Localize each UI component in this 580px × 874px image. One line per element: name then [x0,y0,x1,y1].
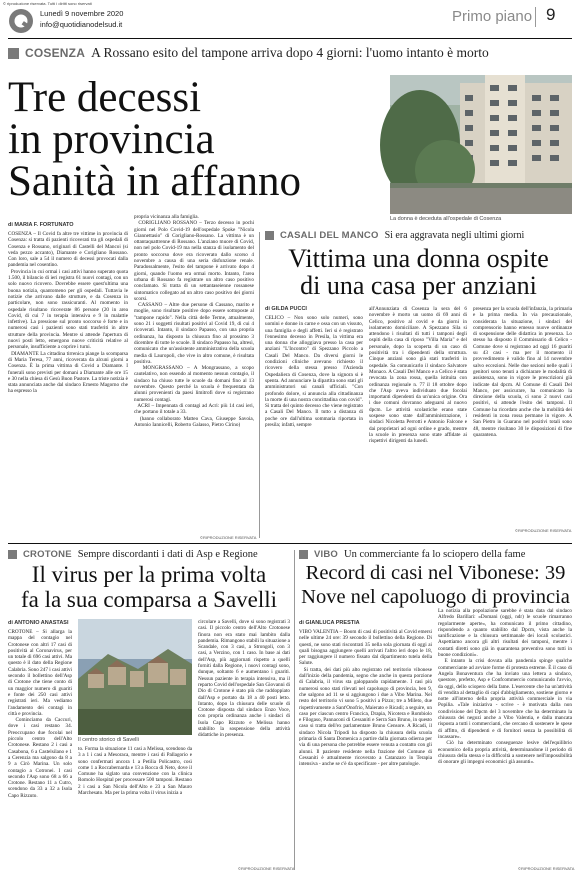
story1-headline-line: in provincia [8,116,215,163]
story1-body-col2: propria vicinanza alla famiglia. CORIGLIANO ROSSANO – Terzo decesso in pochi giorni nel Polo Covid-19 dell'ospedale Spoke "Nicola Giannettasio" di Corigliano-Rossano. La vittima è un ottantaquattrenne di Rossano. L'anziano muore di Covid, non nel polo Covid-19 ma nella stanza di isolamento del pronto soccorso dove era ricoverato dallo scorso 4 novembre a causa di una seria disfunzione renale. Paradossalmente, l'esito del tampone è arrivato dopo 4 giorni, quando l'uomo era ormai morto. Intanto, l'area urbana di Rossano fa registrare un altro caso positivo conclamato. Si tratta di un settantaseienne rossanese sintomatico collegato ad un altro caso positivo dei giorni scorsi. CASSANO – Altre due persone di Cassano, marito e moglie, sono risultate positive dopo essere sottoposte al "tampone rapido". Nella città delle Terme, attualmente, sono 21 i soggetti risultati positivi al Covid 19, di cui 4 ricoverati. Intanto, il sindaco Papasso, con una propria ordinanza, ha disposto la chiusura fino al prossimo 3 dicembre di tutte le scuole. Il sindaco Papasso ha, altresì, comunicato che un'assistente amministrativa della scuola media di Lauropoli, che vive in altro comune, è risultata positiva. MONGRASSANO – A Mongrassano, a scopo cautelativo, non essendo al momento nessun contagio, il sindaco ha chiuso tutte le scuole da domani fino al 13 novembre. Questo perché la scuola è frequentata da alunni provenienti da paesi limitrofi dove si registrano numerosi contagi. ACRI – Impennata di contagi ad Acri: più 14 casi ieri, che portano il totale a 33. (hanno collaborato Matteo Cava, Giuseppe Savoia, Antonio Iannicelli, Roberto Galasso, Pietro Cirino) [134,214,255,428]
story2-headline [265,246,572,300]
story1-copyright: ©RIPRODUZIONE RISERVATA [200,535,257,540]
story2-kicker-row [265,230,524,241]
story2-body-col2: all'Annunziata di Cosenza la sera del 6 novembre è morto un uomo di 69 anni di Celico, positivo al covid e da giorni in isolamento domiciliare. A Spezzano Sila si attendono i risultati di tutti i tamponi degli ospiti della casa di riposo "Villa Maria" e del personale, dopo la scoperta di un caso di positività tra i dipendenti della struttura. Cinque anziani sono già stati trasferiti in ospedale. Sa comunicarlo il sindaco Salvatore Monaco. A Casali Del Manco e a Celico è stata revocata la zona rossa, quella istituita con ordinanza regionale n. 77 il 18 ottobre dopo che l'Asp aveva individuato due focolai importanti dipendenti da un'unica origine. Ora i due comuni dovranno adeguarsi al nuovo dpcm. Le attività scolastiche erano state sospese sono state dall'amministrazione, i sindaci Nicoletta Perrotti e Antonio Falcone e dai proprietari ad ogni ordine e grado, mentre la scuole in presenza sono state affidate ai rispettivi dirigenti da lunedì. [369,306,469,445]
header-divider [535,7,536,27]
section-marker-icon [265,231,274,240]
story3-copyright: ©RIPRODUZIONE RISERVATA [238,866,295,871]
section-marker-icon [8,550,17,559]
story2-section-tag: CASALI DEL MANCO [280,230,379,241]
mid-rule [8,543,572,544]
story3-body-col2: to. Forma la situazione 11 casi a Melissa, scendono da 3 a 1 i casi a Mesoraca, mentre i casi di Pallagorio e sono confermati ancora 1 a Petilia Policastro, così come 1 a Roccabernarda e 13 a Rocca di Neto, dove il Comune ha siglato una convenzione con la clinica Romolo Hospital per processare 500 tamponi. Restano 2 i casi a San Nicola dell'Alto e 23 a San Mauro Marchesato. Ma per la prima volta il virus inizia a [78,746,194,797]
story1-kicker-row [8,45,489,61]
page-number: 9 [546,5,556,24]
issue-date: Lunedì 9 novembre 2020 [40,9,124,18]
story1-photo-caption: La donna è deceduta all'ospedale di Cosenza [390,216,502,222]
newspaper-logo [8,8,34,34]
section-title: Primo piano [452,8,533,25]
story3-byline: di ANTONIO ANASTASI [8,620,69,626]
section-marker-icon [299,550,308,559]
story3-headline-line: fa la sua comparsa a Savelli [20,587,278,612]
story4-headline [299,563,572,611]
story3-section-tag: CROTONE [23,549,72,560]
story3-kicker-row [8,549,258,560]
story4-body-col1: VIBO VALENTIA – Boom di casi di positività al Covid emersi nelle ultime 24 ore: 39 secondo il bollettino della Regione. Di questi, ne sono stati riscontrati 35 nella sola giornata di oggi ai quali bisogna aggiungere quelli arrivati l'altro ieri dopo le 18, per raggiungere il numero fissato dal dipartimento tutela della Salute. Si tratta, dei dati più alto registrato nel territorio vibonese dall'inizio della pandemia, segno che anche in questa porzione di Calabria, il virus sta galoppando rapidamente. I casi più numerosi sono stati rilevati nel capoluogo di provincia, ben 9, che salgono ad 11 se si aggiungono i due a Vibo Marina. Nel resto del territorio vi sono 5 positivi a Pizzo; tre a Mileto, due rispettivamente a Sant'Onofrio, Maierato e Ricadi; a seguire, un caso per ciascun centro Francica, Drapia, Nicotera e Rombiolo e Filogaso, Pannaconi di Cessaniti e Serra San Bruno, in questo caso si tratta dell'ex parlamentare Bruno Censore. A Ricadi, il sindaco Nicola Tripodi ha disposto la chiusura della scuola primaria di Santa Domenica a partire dalla giornata odierna per via di una persona che potrebbe essere venuta a contatto con gli alunni. Il paziente residente nella frazione del Comune di Cessaniti è attualmente ricoverato a Catanzaro in Terapia intensiva - anche se c'è da specificare - per altre patologie. [299,629,433,768]
contact-email[interactable]: info@quotidianodelsud.it [40,20,123,29]
column-divider [259,232,260,538]
story3-photo-caption: Il centro storico di Savelli [78,737,139,743]
legal-note: © riproduzione riservata. Tutti i diritti sono riservati [3,1,92,6]
story1-headline-line: Tre decessi [8,74,202,121]
story1-byline: di MARIA F. FORTUNATO [8,222,74,228]
story4-byline: di GIANLUCA PRESTIA [299,620,360,626]
story4-body-col2: La notizia alla popolazione sarebbe è stata data dal sindaco Alfredo Barillari: «Domani (oggi, ndr) le scuole rimarranno regolarmente aperte», ha comunicato il primo cittadino, rispondendo a quanto stabilito dal Dpcm, vista anche la sanificazione e la chiusura settimanale dei locali scolastici. Aspettiamo ancora gli altri risultati dei tamponi, mentre i contatti diretti sono già in quarantena preventiva sono tutti in buone condizioni». E intanto la crisi dovuta alla pandemia spinge qualche commerciante ad avviare forme di protesta estreme. È il caso di Angela Bonaventura che ha inviato una lettera a sindaco, questore, prefetto, Asp e Confcommercio comunicando l'avvio, da oggi, dello sciopero della fame. L'esercente che ha un'attività di vendita al dettaglio di capi d'abbigliamento, sostiene giorno e notte all'interno della propria attività commerciale in via Popilia. «Tale iniziativa - scrive - è motivata dalla non condivisione del Dpcm del 3 novembre che ha determinato la chiusura dei negozi anche a Vibo Valentia, e dalla mancata risposta a tutti i commercianti, che cercano di sostenere le spese di affitto, di dipendenti e di fornitori senza la possibilità di incassare». Ciò ha determinato conseguenze lesive dell'equilibrio economico della propria attività, determinandone il periodo di chiusura della stessa e la difficoltà a sostenere nell'impossibilità di onorare gli impegni economici già assunti». [438,608,573,766]
savelli-photo [78,619,192,735]
header-rule [8,38,572,39]
hospital-photo [390,75,572,214]
story3-kicker: Sempre discordanti i dati di Asp e Regione [77,549,258,560]
story2-headline-line: Vittima una donna ospite [288,244,549,273]
story1-kicker: A Rossano esito del tampone arriva dopo 4 giorni: l'uomo intanto è morto [91,45,489,60]
story4-kicker: Un commerciante fa lo sciopero della fame [344,549,526,560]
story3-headline [8,563,290,613]
hospital-building-image [390,75,572,214]
story2-copyright: ©RIPRODUZIONE RISERVATA [515,528,572,533]
story4-copyright: ©RIPRODUZIONE RISERVATA [518,866,575,871]
story1-section-tag: COSENZA [25,46,86,60]
story2-byline: di GILDA PUCCI [265,306,307,312]
story1-body-col1: COSENZA – Il Covid fa altre tre vittime in provincia di Cosenza: si tratta di pazienti ricoverati tra gli ospedali di Cosenza e Rossano, originari di Castelli del Mancoi (si veda pezzo accanto), Diamante e Corigliano Rossano. Con loro, sale a 54 il numero di decessi provocati dalla pandemia nel cosentino. Provincia in cui ormai i casi attivi hanno superato quota 1.500, il bilancio di ieri registra 61 nuovi contagi, con un solo nuovo ricovero. Dovrebbe essere quest'ultima una buona notizia, quantomeno per gli ospedali. Tuttavia le notizie che arrivano dalle strutture, e da Cosenza in particolare, non sono rassicuranti. Al momento in ospedale risultano ricoverate 86 persone (20 in area Covid, di cui 7 in terapia intensiva e 9 in malattie infettive). La pressione sul pronto soccorso è forte e in numerosi casi i pazienti sono stati trasferiti in altre strutture della provincia. Mentre si attende l'apertura di nuovi posti letto, emergono nuove criticità relative al personale, insufficiente a coprire i turni. DIAMANTE La cittadina tirrenica piange la scomparsa di Maria Teresa, 77 anni, ricoverata da alcuni giorni a Cosenza. È la prima vittima di Covid a Diamante. I funerali sono previsti per domani a Diamante alle ore 15 e 30 nella chiesa di Gesù Buon Pastore. La triste notizia è stata annunciata anche dal sindaco Ernesto Magorno che ha espresso la [8,231,128,395]
story1-headline-line: Sanità in affanno [8,158,301,205]
story2-body-col3: presenza per la scuola dell'infanzia, la primaria e la prima media. In via precauzionale, considerata la situazione, i sindaci del comprensorio hanno emesso nuove ordinanze di sospensione delle didattica in presenza. Lo stesso ha disposto il Commissario di Celico - Comune dove si registrano ad oggi 16 guariti su 43 casi - ma per il momento il provvedimento è valido fino al 14 novembre salvo eccezioni. Nelle due sezioni nelle quali i genitori sono tenuti a dichiarare le modalità di assistenza, sono in vigore le prescrizioni già indicate dal dpcm. Al Comune di Casali Del Manco, per assicurare, ha comunicato la direzione della scuola, ci sono 2 nuovi casi positivi, si attende l'esito dei tamponi. Il Comune ha ricordato anche che la mobilità dei residenti in zona rossa permane in vigore. A San Pietro in Guarano nel positivi totali sono 48, mentre risultano 30 le disposizioni di fine quarantena. [473,306,574,438]
column-divider [294,550,295,870]
story1-headline [8,74,378,205]
story3-headline-line: Il virus per la prima volta [31,562,267,587]
story4-section-tag: VIBO [314,549,339,560]
story4-headline-line: Record di casi nel Vibonese: 39 [305,562,566,584]
story2-headline-line: di una casa per anziani [300,271,537,300]
logo-q-icon [8,8,34,34]
section-marker-icon [8,48,19,59]
story4-kicker-row [299,549,525,560]
story4-headline-line: Nove nel capoluogo di provincia [301,586,570,608]
village-image [78,619,192,735]
story2-kicker: Si era aggravata negli ultimi giorni [384,230,525,241]
story3-body-col1: CROTONE – Si allarga la mappa del contagio nel Crotonese con altri 17 casi di positività al Coronavirus, per un totale di 696 casi attivi. Ma questo è il dato della Regione Calabria. Sono 247 i casi attivi secondo il bollettino dell'Asp di Crotone che tiene conto di un maggior numero di guariti e fonte dei 250 casi attivi registrati ieri. Ma vediamo l'andamento dei contagi in città e provincia. Cominciamo da Caccuri, dove i casi restano 34. Preoccupano due focolai nel piccolo centro dell'Alto Crotonese. Restano 2 i casi a Casabona, 6 a Castelsilano e 1 a Cerenzia ma salgono da 8 a 9 a Cirò Marina. Un solo contagio a Cotronei. I casi secondo l'Asp sono 68 a 66 a Crotone. Restano 11 a Cutro, scendono da 33 a 32 a Isola Capo Rizzuto. [8,629,72,799]
story3-body-col3: circolare a Savelli, dove si sono registrati 3 casi. Il piccolo centro dell'Alto Crotonese finora non era stato mai lambito dalla pandemia. Rimangono stabili la situazione a Scandale, con 3 casi, a Strongoli, con 3 casi, a Verzino, con 1 caso. In base ai dati dell'Asp, più aggiornati rispetto a quelli forniti dalla Regione, i nuovi contagi sono, dunque, soltanto 6 e aumentano i guariti. Nessun paziente in terapia intensiva, ma il reparto Covid dell'ospedale San Giovanni di Dio di Crotone è stato più che raddoppiato dall'Asp e portato da 18 a 40 posti letto. Intanto, dopo la chiusura delle scuole di Crotone disposta dal sindaco Enzo Voce, con propria ordinanza anche i sindaci di Isola Capo Rizzuto e Melissa hanno stabilito la sospensione della attività didattiche in presenza. [198,619,292,739]
story2-body-col1: CELICO – Non sono solo numeri, sono uomini e donne in carne e ossa con un vissuto, una famiglia e degli affetti. Ieri si è registrato l'ennesimo decesso in Presila, la vittima era una donna che alloggiava presso la casa per anziani "L'Incontro" di Spezzano Piccolo a Casali Del Manco. Da diversi giorni le condizioni cliniche avevano richiesto il ricovero della stessa presso l'Azienda Ospedaliera di Cosenza, dove la signora si è spenta. Ad annunciare la dipartita sono stati gli amministratori sui canali ufficiali. "Con profondo dolore, si annuncia alla cittadinanza la morte di una nostra concittadina con covid". Si tratta del quinto decesso che viene registrato a Casali Del Manco. Il tutto a distanza di poche ore dall'ultima sommaria riportata in presila; infatti, sempre [265,315,365,429]
